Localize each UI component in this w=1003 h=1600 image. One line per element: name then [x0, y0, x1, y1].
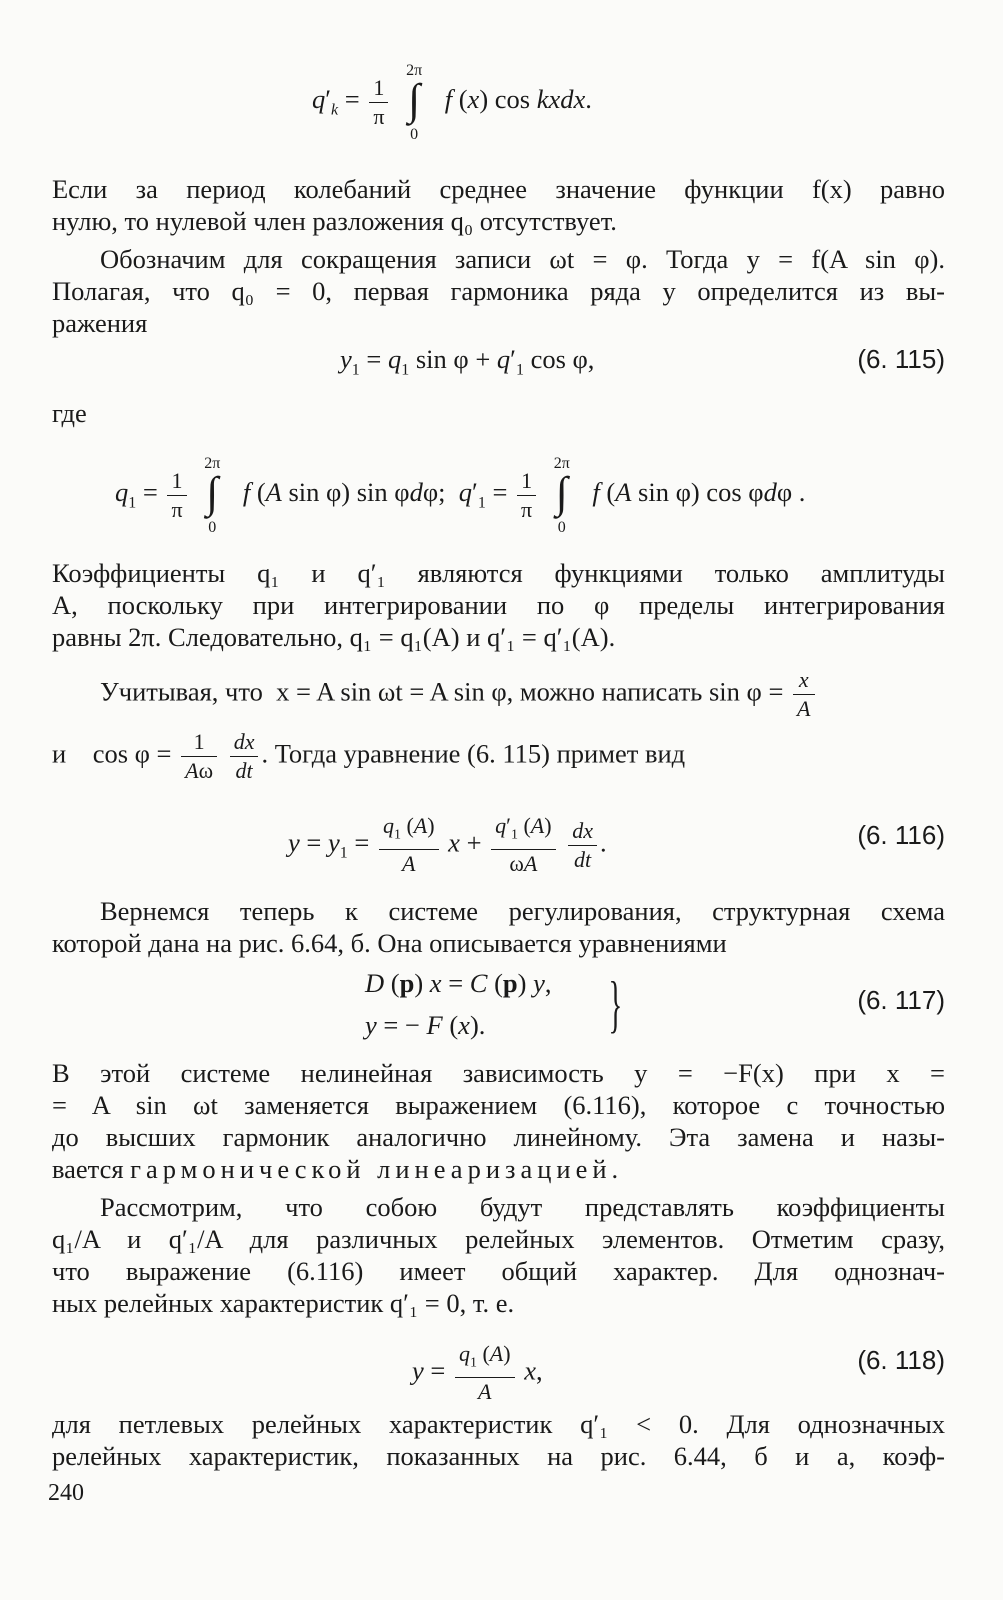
- equation-number-6-116: (6. 116): [857, 820, 945, 850]
- paragraph-2-line-1: Обозначим для сокращения записи ωt = φ. Тогда y = f(A sin φ).: [100, 244, 945, 274]
- line-cos-phi: и cos φ = $\frac{1}{A\omega}$ $\frac{dx}{dt}$ . Тогда уравнение (6. 115) примет вид: [52, 729, 686, 783]
- text-uchityvaya: Учитывая, что: [100, 676, 263, 707]
- term-harmonic-linearization: гармонической линеаризацией.: [130, 1154, 624, 1184]
- text-sin-phi: x = A sin ωt = A sin φ, можно написать sin φ =: [276, 676, 784, 707]
- paragraph-3-line-2: A, поскольку при интегрировании по φ пределы интегрирования: [52, 590, 945, 620]
- paragraph-6-line-3: до высших гармоник аналогично линейному. Эта замена и назы-: [52, 1122, 945, 1152]
- fraction: $\frac{1}{A\omega}$: [181, 728, 217, 785]
- equation-number-6-117: (6. 117): [857, 985, 945, 1015]
- equation-number-6-118: (6. 118): [857, 1345, 945, 1375]
- right-brace: }: [608, 968, 623, 1039]
- integral-sign: 2π ∫ 0: [553, 455, 570, 536]
- paragraph-1-line-2: нулю, то нулевой член разложения q₀ отсутствует.: [52, 206, 617, 236]
- paragraph-1-line-1: Если за период колебаний среднее значение функции f(x) равно: [52, 174, 945, 204]
- paragraph-6-line-4: [52, 1153, 945, 1185]
- equation-6-115: $y_1 = q_1$ $\sin \varphi + q'_1$ cos φ,: [340, 344, 595, 379]
- equation-6-116: $y = y_1$ = $\frac{q_1 (A)}{A}$ x + $\frac{q'_1 (A)}{\omega A}$ $\frac{dx}{dt}$ .: [288, 813, 607, 877]
- paragraph-7-line-4: ных релейных характеристик q′₁ = 0, т. е.: [52, 1288, 515, 1318]
- equation-6-118: y = $\frac{q_1 (A)}{A}$ x,: [412, 1341, 543, 1405]
- text-i: и: [52, 738, 67, 769]
- integral-sign: 2π ∫ 0: [406, 62, 423, 143]
- formula-q1-definitions: $q_1$ = $\frac{1}{\pi}$ 2π ∫ 0 f (A sin φ) sin φdφ; $q'_1$ = $\frac{1}{\pi}$ 2π ∫ 0 f (A sin φ) cos φdφ .: [115, 455, 806, 536]
- fraction: $\frac{q_1 (A)}{A}$: [455, 1340, 515, 1406]
- paragraph-3-line-3: равны 2π. Следовательно, q₁ = q₁(A) и q′₁ = q′₁(A).: [52, 622, 616, 652]
- equation-6-117-line-1: D (p) x = C (p) y,: [365, 968, 552, 998]
- equation-6-117-line-2: y = − F (x).: [365, 1010, 486, 1040]
- equation-number-6-115: (6. 115): [857, 344, 945, 374]
- fraction: $\frac{q_1 (A)}{A}$: [379, 812, 439, 878]
- paragraph-8-line-1: для петлевых релейных характеристик q′₁ < 0. Для однозначных: [52, 1409, 945, 1439]
- text-togda: . Тогда уравнение (6. 115) примет вид: [261, 738, 686, 769]
- paragraph-7-line-1: Рассмотрим, что собою будут представлять коэффициенты: [100, 1192, 945, 1222]
- paragraph-5-line-2: которой дана на рис. 6.64, б. Она описывается уравнениями: [52, 928, 727, 958]
- formula-qk-prime: $q'_k$ = $\frac{1}{\pi}$ 2π ∫ 0 f (x) cos kxdx.: [312, 62, 592, 143]
- paragraph-2-line-2: Полагая, что q₀ = 0, первая гармоника ряда y определится из вы-: [52, 276, 945, 306]
- fraction: $\frac{1}{\pi}$: [369, 74, 388, 131]
- paragraph-8-line-2: релейных характеристик, показанных на рис. 6.44, б и а, коэф-: [52, 1441, 945, 1471]
- word-gde: где: [52, 398, 87, 428]
- fraction: $\frac{dx}{dt}$: [568, 817, 597, 874]
- paragraph-5-line-1: Вернемся теперь к системе регулирования, структурная схема: [100, 896, 945, 926]
- page-number: 240: [48, 1480, 84, 1506]
- text-vaetsya: вается: [52, 1154, 131, 1184]
- integral-sign: 2π ∫ 0: [204, 455, 221, 536]
- line-sin-phi: [100, 666, 818, 723]
- paragraph-7-line-3: что выражение (6.116) имеет общий характер. Для однознач-: [52, 1256, 945, 1286]
- paragraph-6-line-2: = A sin ωt заменяется выражением (6.116), которое с точностью: [52, 1090, 945, 1120]
- fraction: $\frac{q'_1 (A)}{\omega A}$: [491, 812, 555, 878]
- paragraph-3-line-1: Коэффициенты q₁ и q′₁ являются функциями только амплитуды: [52, 558, 945, 588]
- fraction-x-over-a: $\frac{x}{A}$: [793, 666, 814, 723]
- fraction: $\frac{dx}{dt}$: [230, 728, 259, 785]
- paragraph-7-line-2: q₁/A и q′₁/A для различных релейных элементов. Отметим сразу,: [52, 1224, 945, 1254]
- fraction: $\frac{1}{\pi}$: [167, 467, 186, 524]
- paragraph-2-line-3: ражения: [52, 308, 148, 338]
- paragraph-6-line-1: В этой системе нелинейная зависимость y = −F(x) при x =: [52, 1058, 945, 1088]
- fraction: $\frac{1}{\pi}$: [517, 467, 536, 524]
